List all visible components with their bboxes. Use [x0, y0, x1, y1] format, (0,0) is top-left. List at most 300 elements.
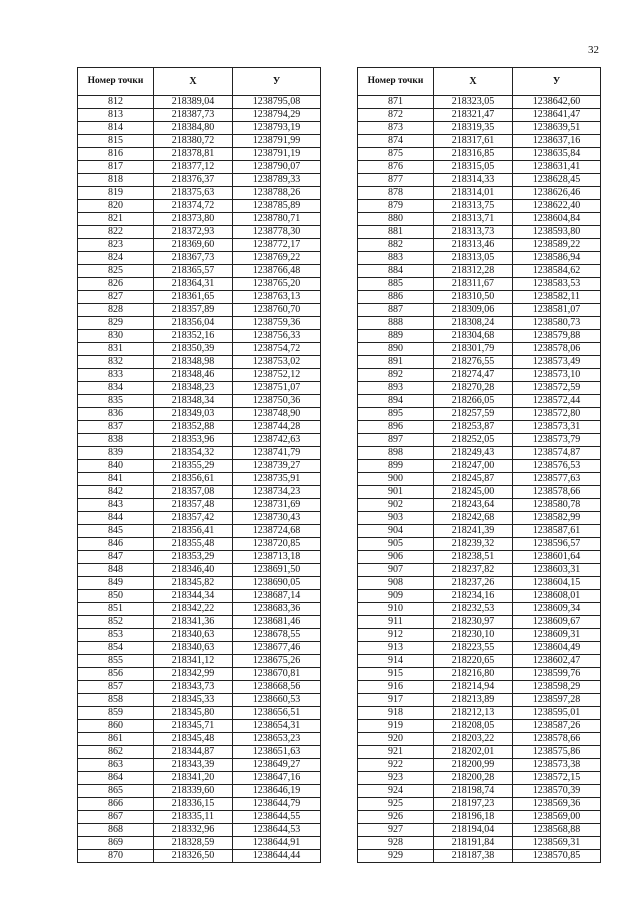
table-row: [78, 96, 321, 109]
y-coordinate-cell: 1238683,36: [233, 603, 321, 616]
table-row: [358, 447, 601, 460]
y-coordinate-cell: 1238573,49: [513, 356, 601, 369]
x-coordinate-cell: 218348,46: [154, 369, 233, 382]
table-row: [78, 213, 321, 226]
y-coordinate-cell: 1238730,43: [233, 512, 321, 525]
point-number-cell: 842: [78, 486, 154, 499]
point-number-cell: 886: [358, 291, 434, 304]
point-number-cell: 830: [78, 330, 154, 343]
point-number-cell: 813: [78, 109, 154, 122]
y-coordinate-cell: 1238646,19: [233, 785, 321, 798]
x-coordinate-cell: 218237,82: [434, 564, 513, 577]
table-row: [78, 850, 321, 863]
table-row: [78, 564, 321, 577]
x-coordinate-cell: 218355,48: [154, 538, 233, 551]
x-coordinate-cell: 218237,26: [434, 577, 513, 590]
table-row: [78, 629, 321, 642]
point-number-cell: 844: [78, 512, 154, 525]
table-row: [78, 109, 321, 122]
table-row: [78, 187, 321, 200]
point-number-cell: 885: [358, 278, 434, 291]
table-row: [78, 226, 321, 239]
point-number-cell: 929: [358, 850, 434, 863]
point-number-cell: 882: [358, 239, 434, 252]
table-body-left: [78, 96, 321, 863]
y-coordinate-cell: 1238793,19: [233, 122, 321, 135]
x-coordinate-cell: 218230,10: [434, 629, 513, 642]
y-coordinate-cell: 1238575,86: [513, 746, 601, 759]
x-coordinate-cell: 218384,80: [154, 122, 233, 135]
y-coordinate-cell: 1238744,28: [233, 421, 321, 434]
y-coordinate-cell: 1238595,01: [513, 707, 601, 720]
y-coordinate-cell: 1238608,01: [513, 590, 601, 603]
table-row: [78, 551, 321, 564]
y-coordinate-cell: 1238759,36: [233, 317, 321, 330]
point-number-cell: 853: [78, 629, 154, 642]
x-coordinate-cell: 218200,99: [434, 759, 513, 772]
point-number-cell: 913: [358, 642, 434, 655]
x-coordinate-cell: 218187,38: [434, 850, 513, 863]
y-coordinate-cell: 1238731,69: [233, 499, 321, 512]
y-coordinate-cell: 1238580,78: [513, 499, 601, 512]
x-coordinate-cell: 218357,48: [154, 499, 233, 512]
table-row: [358, 343, 601, 356]
table-row: [358, 798, 601, 811]
y-coordinate-cell: 1238769,22: [233, 252, 321, 265]
table-row: [78, 447, 321, 460]
point-number-cell: 822: [78, 226, 154, 239]
point-number-cell: 904: [358, 525, 434, 538]
x-coordinate-cell: 218364,31: [154, 278, 233, 291]
point-number-cell: 894: [358, 395, 434, 408]
y-coordinate-cell: 1238599,76: [513, 668, 601, 681]
x-coordinate-cell: 218353,96: [154, 434, 233, 447]
point-number-cell: 891: [358, 356, 434, 369]
y-coordinate-cell: 1238678,55: [233, 629, 321, 642]
table-row: [358, 278, 601, 291]
table-row: [358, 850, 601, 863]
x-coordinate-cell: 218375,63: [154, 187, 233, 200]
y-coordinate-cell: 1238569,36: [513, 798, 601, 811]
y-coordinate-cell: 1238573,38: [513, 759, 601, 772]
point-number-cell: 921: [358, 746, 434, 759]
table-row: [78, 642, 321, 655]
y-coordinate-cell: 1238582,11: [513, 291, 601, 304]
table-row: [78, 681, 321, 694]
table-row: [78, 811, 321, 824]
y-coordinate-cell: 1238572,59: [513, 382, 601, 395]
x-coordinate-cell: 218321,47: [434, 109, 513, 122]
x-coordinate-cell: 218313,05: [434, 252, 513, 265]
table-row: [358, 564, 601, 577]
table-row: [358, 239, 601, 252]
point-number-cell: 823: [78, 239, 154, 252]
y-coordinate-cell: 1238578,66: [513, 486, 601, 499]
y-coordinate-cell: 1238751,07: [233, 382, 321, 395]
x-coordinate-cell: 218220,65: [434, 655, 513, 668]
table-row: [358, 187, 601, 200]
x-coordinate-cell: 218345,82: [154, 577, 233, 590]
header-y: У: [233, 68, 321, 96]
table-row: [358, 785, 601, 798]
x-coordinate-cell: 218257,59: [434, 408, 513, 421]
point-number-cell: 889: [358, 330, 434, 343]
y-coordinate-cell: 1238644,55: [233, 811, 321, 824]
point-number-cell: 872: [358, 109, 434, 122]
point-number-cell: 917: [358, 694, 434, 707]
table-row: [358, 161, 601, 174]
table-row: [78, 304, 321, 317]
table-row: [358, 499, 601, 512]
x-coordinate-cell: 218380,72: [154, 135, 233, 148]
y-coordinate-cell: 1238602,47: [513, 655, 601, 668]
table-row: [78, 291, 321, 304]
x-coordinate-cell: 218216,80: [434, 668, 513, 681]
point-number-cell: 879: [358, 200, 434, 213]
x-coordinate-cell: 218245,87: [434, 473, 513, 486]
y-coordinate-cell: 1238660,53: [233, 694, 321, 707]
y-coordinate-cell: 1238690,05: [233, 577, 321, 590]
point-number-cell: 868: [78, 824, 154, 837]
x-coordinate-cell: 218247,00: [434, 460, 513, 473]
x-coordinate-cell: 218252,05: [434, 434, 513, 447]
y-coordinate-cell: 1238598,29: [513, 681, 601, 694]
point-number-cell: 864: [78, 772, 154, 785]
point-number-cell: 866: [78, 798, 154, 811]
table-row: [358, 200, 601, 213]
coordinates-table-left: [77, 67, 321, 863]
y-coordinate-cell: 1238687,14: [233, 590, 321, 603]
point-number-cell: 912: [358, 629, 434, 642]
table-row: [358, 421, 601, 434]
point-number-cell: 923: [358, 772, 434, 785]
point-number-cell: 814: [78, 122, 154, 135]
x-coordinate-cell: 218372,93: [154, 226, 233, 239]
point-number-cell: 817: [78, 161, 154, 174]
point-number-cell: 876: [358, 161, 434, 174]
y-coordinate-cell: 1238644,91: [233, 837, 321, 850]
x-coordinate-cell: 218378,81: [154, 148, 233, 161]
table-row: [358, 135, 601, 148]
point-number-cell: 815: [78, 135, 154, 148]
x-coordinate-cell: 218355,29: [154, 460, 233, 473]
x-coordinate-cell: 218313,73: [434, 226, 513, 239]
y-coordinate-cell: 1238790,07: [233, 161, 321, 174]
x-coordinate-cell: 218346,40: [154, 564, 233, 577]
point-number-cell: 893: [358, 382, 434, 395]
point-number-cell: 922: [358, 759, 434, 772]
y-coordinate-cell: 1238647,16: [233, 772, 321, 785]
point-number-cell: 875: [358, 148, 434, 161]
table-row: [78, 590, 321, 603]
x-coordinate-cell: 218203,22: [434, 733, 513, 746]
point-number-cell: 826: [78, 278, 154, 291]
table-row: [358, 824, 601, 837]
x-coordinate-cell: 218365,57: [154, 265, 233, 278]
table-row: [358, 811, 601, 824]
point-number-cell: 846: [78, 538, 154, 551]
table-row: [78, 837, 321, 850]
point-number-cell: 877: [358, 174, 434, 187]
x-coordinate-cell: 218313,46: [434, 239, 513, 252]
point-number-cell: 873: [358, 122, 434, 135]
y-coordinate-cell: 1238603,31: [513, 564, 601, 577]
y-coordinate-cell: 1238609,67: [513, 616, 601, 629]
table-row: [78, 148, 321, 161]
point-number-cell: 919: [358, 720, 434, 733]
y-coordinate-cell: 1238760,70: [233, 304, 321, 317]
point-number-cell: 924: [358, 785, 434, 798]
table-row: [78, 395, 321, 408]
table-row: [358, 304, 601, 317]
table-row: [358, 460, 601, 473]
table-row: [358, 122, 601, 135]
y-coordinate-cell: 1238583,53: [513, 278, 601, 291]
table-row: [358, 434, 601, 447]
table-row: [358, 525, 601, 538]
table-row: [358, 512, 601, 525]
y-coordinate-cell: 1238788,26: [233, 187, 321, 200]
table-row: [358, 174, 601, 187]
x-coordinate-cell: 218373,80: [154, 213, 233, 226]
table-row: [78, 538, 321, 551]
y-coordinate-cell: 1238637,16: [513, 135, 601, 148]
x-coordinate-cell: 218348,23: [154, 382, 233, 395]
y-coordinate-cell: 1238570,85: [513, 850, 601, 863]
table-row: [358, 837, 601, 850]
point-number-cell: 907: [358, 564, 434, 577]
y-coordinate-cell: 1238572,15: [513, 772, 601, 785]
point-number-cell: 918: [358, 707, 434, 720]
y-coordinate-cell: 1238631,41: [513, 161, 601, 174]
y-coordinate-cell: 1238582,99: [513, 512, 601, 525]
x-coordinate-cell: 218304,68: [434, 330, 513, 343]
table-row: [78, 707, 321, 720]
x-coordinate-cell: 218230,97: [434, 616, 513, 629]
table-row: [78, 382, 321, 395]
x-coordinate-cell: 218197,23: [434, 798, 513, 811]
point-number-cell: 848: [78, 564, 154, 577]
header-x: Х: [154, 68, 233, 96]
point-number-cell: 832: [78, 356, 154, 369]
y-coordinate-cell: 1238581,07: [513, 304, 601, 317]
x-coordinate-cell: 218350,39: [154, 343, 233, 356]
point-number-cell: 892: [358, 369, 434, 382]
point-number-cell: 880: [358, 213, 434, 226]
x-coordinate-cell: 218323,05: [434, 96, 513, 109]
table-row: [78, 785, 321, 798]
point-number-cell: 870: [78, 850, 154, 863]
x-coordinate-cell: 218340,63: [154, 642, 233, 655]
x-coordinate-cell: 218214,94: [434, 681, 513, 694]
y-coordinate-cell: 1238739,27: [233, 460, 321, 473]
point-number-cell: 856: [78, 668, 154, 681]
header-point-number: Номер точки: [78, 68, 154, 96]
point-number-cell: 860: [78, 720, 154, 733]
point-number-cell: 898: [358, 447, 434, 460]
x-coordinate-cell: 218335,11: [154, 811, 233, 824]
point-number-cell: 849: [78, 577, 154, 590]
y-coordinate-cell: 1238584,62: [513, 265, 601, 278]
x-coordinate-cell: 218341,12: [154, 655, 233, 668]
x-coordinate-cell: 218342,99: [154, 668, 233, 681]
y-coordinate-cell: 1238609,34: [513, 603, 601, 616]
x-coordinate-cell: 218309,06: [434, 304, 513, 317]
header-point-number: Номер точки: [358, 68, 434, 96]
y-coordinate-cell: 1238579,88: [513, 330, 601, 343]
table-row: [358, 213, 601, 226]
x-coordinate-cell: 218310,50: [434, 291, 513, 304]
y-coordinate-cell: 1238635,84: [513, 148, 601, 161]
x-coordinate-cell: 218357,89: [154, 304, 233, 317]
y-coordinate-cell: 1238609,31: [513, 629, 601, 642]
table-row: [78, 577, 321, 590]
table-row: [358, 330, 601, 343]
point-number-cell: 902: [358, 499, 434, 512]
x-coordinate-cell: 218208,05: [434, 720, 513, 733]
y-coordinate-cell: 1238772,17: [233, 239, 321, 252]
table-row: [358, 291, 601, 304]
x-coordinate-cell: 218389,04: [154, 96, 233, 109]
x-coordinate-cell: 218374,72: [154, 200, 233, 213]
table-row: [358, 668, 601, 681]
y-coordinate-cell: 1238604,15: [513, 577, 601, 590]
x-coordinate-cell: 218348,34: [154, 395, 233, 408]
y-coordinate-cell: 1238568,88: [513, 824, 601, 837]
x-coordinate-cell: 218212,13: [434, 707, 513, 720]
y-coordinate-cell: 1238641,47: [513, 109, 601, 122]
table-row: [78, 434, 321, 447]
point-number-cell: 821: [78, 213, 154, 226]
y-coordinate-cell: 1238754,72: [233, 343, 321, 356]
y-coordinate-cell: 1238573,79: [513, 434, 601, 447]
point-number-cell: 858: [78, 694, 154, 707]
point-number-cell: 863: [78, 759, 154, 772]
x-coordinate-cell: 218202,01: [434, 746, 513, 759]
table-row: [358, 681, 601, 694]
table-row: [358, 382, 601, 395]
y-coordinate-cell: 1238741,79: [233, 447, 321, 460]
y-coordinate-cell: 1238780,71: [233, 213, 321, 226]
table-row: [78, 239, 321, 252]
y-coordinate-cell: 1238596,57: [513, 538, 601, 551]
x-coordinate-cell: 218326,50: [154, 850, 233, 863]
y-coordinate-cell: 1238574,87: [513, 447, 601, 460]
y-coordinate-cell: 1238750,36: [233, 395, 321, 408]
table-row: [358, 486, 601, 499]
table-row: [358, 759, 601, 772]
y-coordinate-cell: 1238766,48: [233, 265, 321, 278]
point-number-cell: 818: [78, 174, 154, 187]
point-number-cell: 910: [358, 603, 434, 616]
y-coordinate-cell: 1238756,33: [233, 330, 321, 343]
y-coordinate-cell: 1238573,31: [513, 421, 601, 434]
point-number-cell: 845: [78, 525, 154, 538]
table-row: [78, 408, 321, 421]
point-number-cell: 862: [78, 746, 154, 759]
x-coordinate-cell: 218253,87: [434, 421, 513, 434]
table-row: [78, 772, 321, 785]
point-number-cell: 905: [358, 538, 434, 551]
table-row: [78, 603, 321, 616]
table-row: [358, 226, 601, 239]
table-row: [78, 694, 321, 707]
x-coordinate-cell: 218241,39: [434, 525, 513, 538]
coordinates-table-right: [357, 67, 601, 863]
y-coordinate-cell: 1238593,80: [513, 226, 601, 239]
x-coordinate-cell: 218344,34: [154, 590, 233, 603]
y-coordinate-cell: 1238654,31: [233, 720, 321, 733]
y-coordinate-cell: 1238644,53: [233, 824, 321, 837]
point-number-cell: 908: [358, 577, 434, 590]
y-coordinate-cell: 1238569,00: [513, 811, 601, 824]
table-row: [358, 746, 601, 759]
table-row: [358, 408, 601, 421]
y-coordinate-cell: 1238601,64: [513, 551, 601, 564]
point-number-cell: 854: [78, 642, 154, 655]
y-coordinate-cell: 1238677,46: [233, 642, 321, 655]
point-number-cell: 871: [358, 96, 434, 109]
table-row: [358, 590, 601, 603]
table-row: [78, 135, 321, 148]
x-coordinate-cell: 218311,67: [434, 278, 513, 291]
x-coordinate-cell: 218238,51: [434, 551, 513, 564]
x-coordinate-cell: 218234,16: [434, 590, 513, 603]
y-coordinate-cell: 1238597,28: [513, 694, 601, 707]
point-number-cell: 895: [358, 408, 434, 421]
x-coordinate-cell: 218242,68: [434, 512, 513, 525]
table-row: [78, 265, 321, 278]
x-coordinate-cell: 218357,08: [154, 486, 233, 499]
point-number-cell: 901: [358, 486, 434, 499]
point-number-cell: 835: [78, 395, 154, 408]
x-coordinate-cell: 218198,74: [434, 785, 513, 798]
point-number-cell: 925: [358, 798, 434, 811]
table-row: [78, 161, 321, 174]
x-coordinate-cell: 218339,60: [154, 785, 233, 798]
y-coordinate-cell: 1238724,68: [233, 525, 321, 538]
x-coordinate-cell: 218200,28: [434, 772, 513, 785]
table-header-row: [358, 68, 601, 96]
x-coordinate-cell: 218336,15: [154, 798, 233, 811]
table-row: [358, 655, 601, 668]
x-coordinate-cell: 218274,47: [434, 369, 513, 382]
y-coordinate-cell: 1238653,23: [233, 733, 321, 746]
x-coordinate-cell: 218223,55: [434, 642, 513, 655]
y-coordinate-cell: 1238794,29: [233, 109, 321, 122]
x-coordinate-cell: 218270,28: [434, 382, 513, 395]
point-number-cell: 896: [358, 421, 434, 434]
table-row: [78, 278, 321, 291]
table-row: [358, 772, 601, 785]
table-row: [78, 525, 321, 538]
point-number-cell: 890: [358, 343, 434, 356]
point-number-cell: 881: [358, 226, 434, 239]
table-row: [78, 616, 321, 629]
y-coordinate-cell: 1238604,49: [513, 642, 601, 655]
table-row: [78, 824, 321, 837]
point-number-cell: 836: [78, 408, 154, 421]
x-coordinate-cell: 218353,29: [154, 551, 233, 564]
point-number-cell: 827: [78, 291, 154, 304]
point-number-cell: 825: [78, 265, 154, 278]
point-number-cell: 841: [78, 473, 154, 486]
y-coordinate-cell: 1238675,26: [233, 655, 321, 668]
x-coordinate-cell: 218213,89: [434, 694, 513, 707]
table-row: [358, 642, 601, 655]
y-coordinate-cell: 1238753,02: [233, 356, 321, 369]
point-number-cell: 911: [358, 616, 434, 629]
